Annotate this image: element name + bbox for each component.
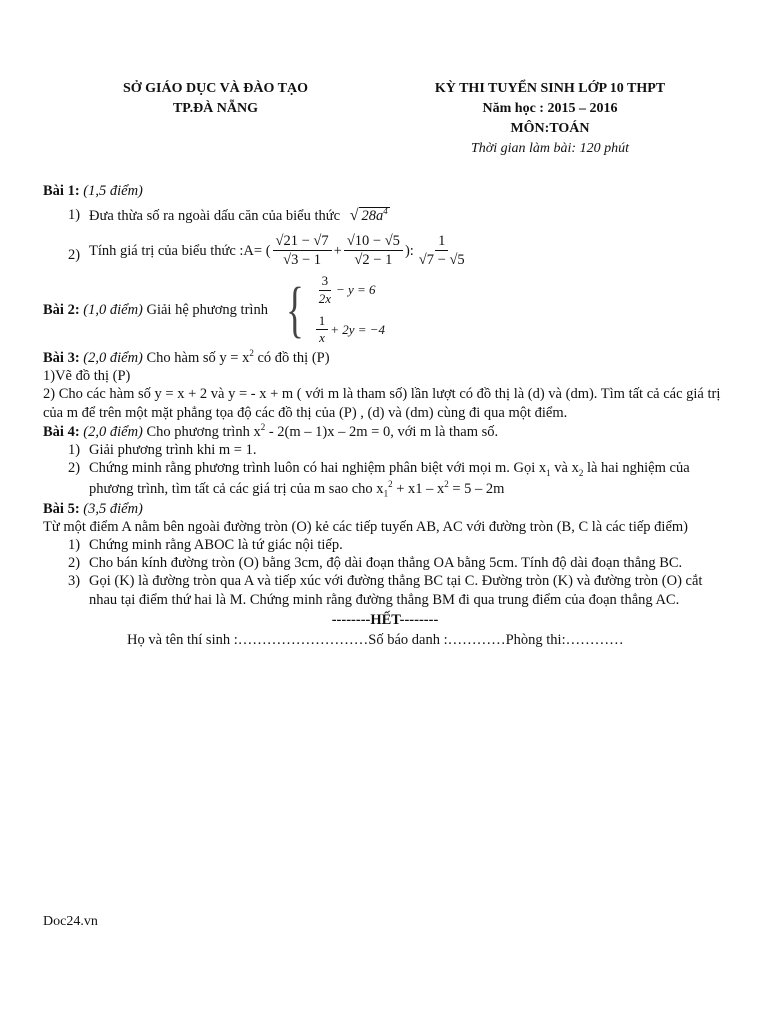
- subscript: 1: [546, 467, 551, 478]
- problem-4-points: (2,0 điểm): [83, 423, 143, 440]
- exam-title: KỲ THI TUYỂN SINH LỚP 10 THPT: [434, 81, 666, 96]
- problem-1-item-1: [43, 206, 727, 226]
- problem-4-text-end: - 2(m – 1)x – 2m = 0, với m là tham số.: [268, 423, 499, 440]
- problem-4-label: Bài 4:: [43, 423, 80, 440]
- problem-1-item-2: 2) Tính giá trị của biểu thức :A= ( $\frac{√21 - √7}{√3 - 1}$ + $\frac{√10 - √5}{√2 - 1}$ ): $\frac{1}{√7 - √5}$: [43, 232, 727, 269]
- problem-2-label: Bài 2:: [43, 301, 80, 318]
- problem-4-text: Cho phương trình x: [146, 423, 261, 440]
- problem-5-item-1: [43, 536, 727, 554]
- header-left: [108, 80, 323, 120]
- fraction-2: $\frac{√10 - √5}{√2 - 1}$: [344, 232, 403, 269]
- equation-system: [280, 273, 385, 346]
- school-year: Năm học : 2015 – 2016: [482, 101, 618, 116]
- equation-1: [314, 273, 385, 307]
- problem-5-points: (3,5 điểm): [83, 500, 143, 517]
- fraction-1: $\frac{√21 - √7}{√3 - 1}$: [273, 232, 332, 269]
- exponent: 2: [388, 478, 393, 489]
- item-text: + x1 – x: [396, 480, 445, 497]
- equation-rest: + 2y = −4: [330, 321, 386, 337]
- exam-content: [43, 182, 727, 649]
- item-text: Giải phương trình khi m = 1.: [89, 441, 257, 458]
- problem-4: [43, 422, 727, 441]
- exponent: 4: [383, 206, 388, 217]
- item-number: 1): [68, 207, 81, 224]
- problem-4-item-2: [43, 459, 727, 500]
- item-number: 3): [68, 573, 81, 590]
- subject: MÔN:TOÁN: [510, 121, 590, 136]
- candidate-info-line: Họ và tên thí sinh :………………………Số báo danh :…………Phòng thi:…………: [127, 631, 624, 648]
- problem-5-label: Bài 5:: [43, 500, 80, 517]
- subscript: 2: [578, 467, 584, 478]
- header-right: [410, 80, 690, 160]
- denominator: 3 − 1: [291, 252, 322, 269]
- exponent: 2: [444, 478, 449, 489]
- item-text: Gọi (K) là đường tròn qua A và tiếp xúc với đường thẳng BC tại C. Đường tròn (K) và đường tròn (O) cắt nhau tại điểm thứ hai là M. Chứng minh rằng đường thẳng BM đi qua trung điểm của đoạn thẳng AC.: [89, 573, 703, 608]
- problem-3-text-end: có đồ thị (P): [257, 350, 330, 367]
- numerator: 1: [435, 232, 448, 251]
- radical-expression: √ $28a^4$: [349, 206, 388, 225]
- item-text: Chứng minh rằng ABOC là tứ giác nội tiếp.: [89, 537, 343, 554]
- exponent: 2: [249, 348, 254, 359]
- item-text: = 5 – 2m: [452, 480, 505, 497]
- city-name: TP.ĐÀ NẴNG: [172, 101, 259, 116]
- time-limit: Thời gian làm bài: 120 phút: [471, 141, 629, 156]
- problem-1-points: (1,5 điểm): [83, 183, 143, 199]
- problem-2: [43, 273, 727, 346]
- numerator: 10 − √5: [354, 233, 400, 250]
- problem-3-part-2: 2) Cho các hàm số y = x + 2 và y = - x + m ( với m là tham số) lần lượt có đồ thị là (d) và (dm). Tìm tất cả các giá trị của m để trên một mặt phẳng tọa độ các đồ thị của (P) , (d) và (dm) cùng đi qua một điểm.: [43, 386, 721, 421]
- denominator: 7 − √5: [426, 252, 465, 269]
- numerator: 21 − √7: [283, 233, 329, 250]
- problem-5-item-2: [43, 554, 727, 572]
- item-number: 2): [68, 247, 81, 264]
- denominator: 2 − 1: [362, 252, 393, 269]
- numerator: 1: [316, 313, 329, 330]
- equation-rest: − y = 6: [335, 282, 376, 297]
- problem-5: [43, 500, 727, 518]
- equation-2: [314, 313, 385, 347]
- fraction-3: $\frac{1}{√7 - √5}$: [418, 233, 465, 269]
- problem-5-item-3: [43, 572, 727, 608]
- item-number: 1): [68, 537, 81, 554]
- item-text: Đưa thừa số ra ngoài dấu căn của biểu thức: [89, 208, 341, 225]
- department-name: SỞ GIÁO DỤC VÀ ĐÀO TẠO: [122, 81, 308, 96]
- numerator: 3: [319, 273, 332, 290]
- end-mark: --------HẾT--------: [331, 611, 439, 628]
- denominator: 2x: [318, 290, 331, 306]
- item-text: Tính giá trị của biểu thức :A= (: [89, 242, 271, 259]
- exponent: 2: [260, 421, 266, 432]
- problem-3-text: Cho hàm số y = x: [146, 350, 250, 367]
- problem-1: [43, 182, 727, 200]
- item-number: 2): [68, 555, 81, 572]
- problem-5-intro: Từ một điểm A nằm bên ngoài đường tròn (O) kẻ các tiếp tuyến AB, AC với đường tròn (B, C là các tiếp điểm): [43, 519, 688, 536]
- problem-2-points: (1,0 điểm): [83, 301, 143, 318]
- subscript: 1: [383, 488, 389, 499]
- problem-3-part-1: 1)Vẽ đồ thị (P): [43, 368, 131, 385]
- problem-3: [43, 348, 727, 367]
- item-text: Cho bán kính đường tròn (O) bằng 3cm, độ dài đoạn thẳng OA bằng 5cm. Tính độ dài đoạn thẳng BC.: [89, 555, 683, 572]
- source-watermark: Doc24.vn: [43, 914, 98, 929]
- item-text: là hai nghiệm của phương trình, tìm tất cả các giá trị của m sao cho x: [89, 459, 690, 497]
- item-number: 2): [68, 459, 81, 476]
- problem-4-item-1: [43, 441, 727, 459]
- denominator: x: [319, 330, 325, 346]
- problem-2-text: Giải hệ phương trình: [146, 301, 268, 318]
- item-text: và x: [554, 459, 579, 476]
- item-text: Chứng minh rằng phương trình luôn có hai nghiệm phân biệt với mọi m. Gọi x: [89, 459, 547, 476]
- item-number: 1): [68, 441, 81, 458]
- problem-1-label: Bài 1:: [43, 183, 80, 199]
- radicand: 28a: [361, 208, 384, 225]
- close-paren: ):: [404, 242, 414, 259]
- problem-3-points: (2,0 điểm): [83, 350, 143, 367]
- problem-3-label: Bài 3:: [43, 350, 80, 367]
- brace-icon: {: [285, 275, 304, 344]
